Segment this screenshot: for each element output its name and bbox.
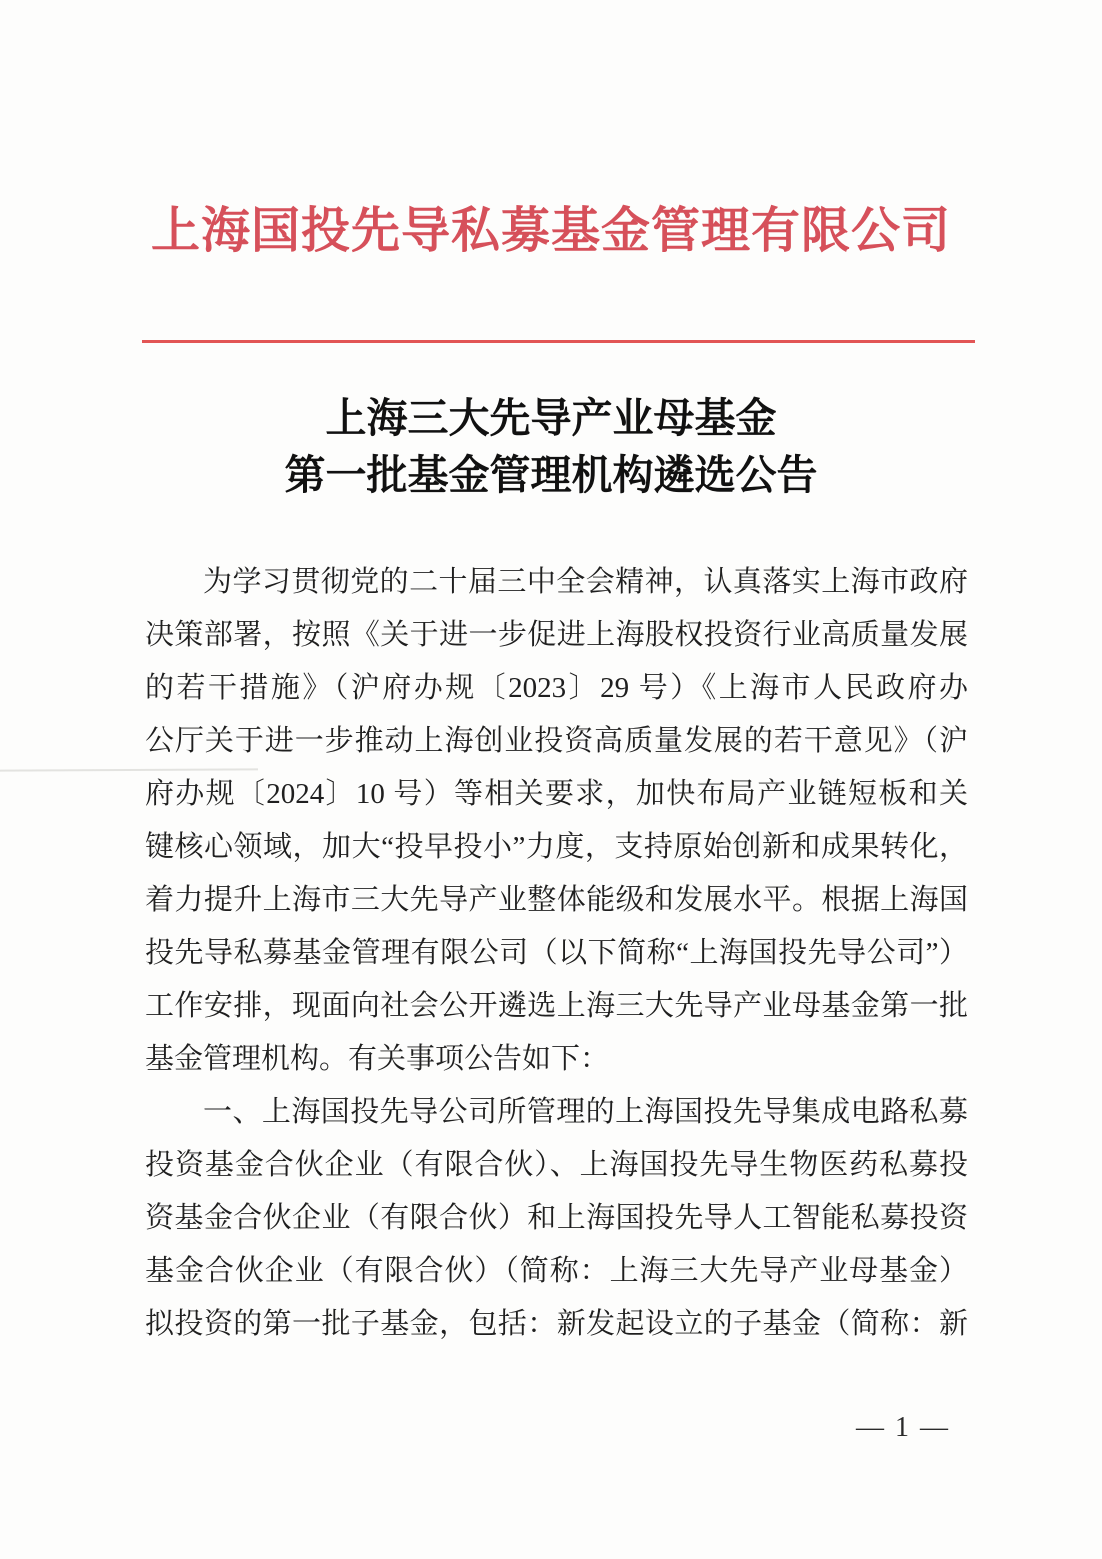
- letterhead-company-name: 上海国投先导私募基金管理有限公司: [150, 203, 951, 258]
- body-line: 工作安排，现面向社会公开遴选上海三大先导产业母基金第一批: [145, 990, 968, 1022]
- body-line: 一、上海国投先导公司所管理的上海国投先导集成电路私募: [203, 1096, 968, 1128]
- body-line: 决策部署，按照《关于进一步促进上海股权投资行业高质量发展: [145, 619, 968, 651]
- body-line: 基金管理机构。有关事项公告如下：: [145, 1043, 610, 1075]
- letterhead-divider-rule: [142, 340, 975, 343]
- body-line: 府办规〔2024〕10 号）等相关要求，加快布局产业链短板和关: [145, 778, 968, 810]
- body-line: 基金合伙企业（有限合伙）（简称：上海三大先导产业母基金）: [145, 1255, 968, 1287]
- body-line: 拟投资的第一批子基金，包括：新发起设立的子基金（简称：新: [145, 1308, 968, 1340]
- body-line: 投资基金合伙企业（有限合伙）、上海国投先导生物医药私募投: [145, 1149, 968, 1181]
- body-line: 的若干措施》（沪府办规〔2023〕29 号）《上海市人民政府办: [145, 672, 968, 704]
- body-line: 资基金合伙企业（有限合伙）和上海国投先导人工智能私募投资: [145, 1202, 968, 1234]
- document-title: [0, 390, 1102, 504]
- page-number: — 1 —: [856, 1412, 950, 1443]
- document-title-line-1: 上海三大先导产业母基金: [325, 395, 777, 441]
- document-body: [145, 556, 968, 1351]
- body-line: 为学习贯彻党的二十届三中全会精神，认真落实上海市政府: [203, 566, 968, 598]
- body-line: 投先导私募基金管理有限公司（以下简称“上海国投先导公司”）: [145, 937, 968, 969]
- document-title-line-2: 第一批基金管理机构遴选公告: [284, 452, 818, 498]
- body-line: 键核心领域，加大“投早投小”力度，支持原始创新和成果转化，: [145, 831, 968, 863]
- body-line: 公厅关于进一步推动上海创业投资高质量发展的若干意见》（沪: [145, 725, 968, 757]
- body-line: 着力提升上海市三大先导产业整体能级和发展水平。根据上海国: [145, 884, 968, 916]
